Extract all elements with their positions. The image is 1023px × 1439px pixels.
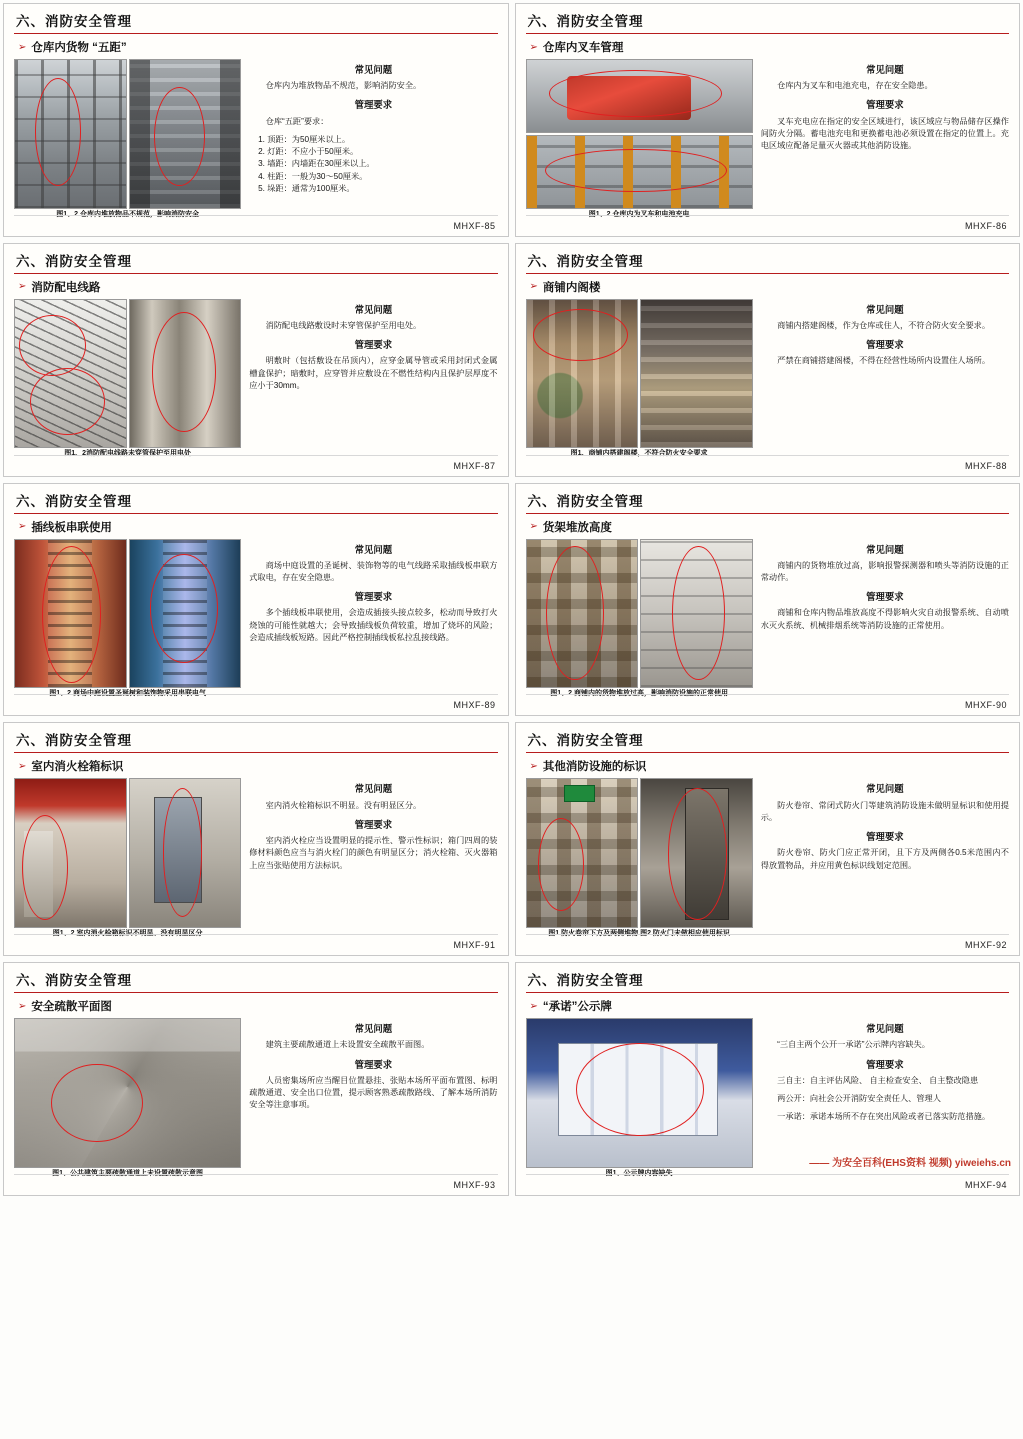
slide-figure — [526, 59, 753, 219]
figure-caption: 图1、2 仓库内堆放物品不规范，影响消防安全 — [56, 210, 199, 218]
issue-heading: 常见问题 — [354, 1023, 393, 1035]
slide-figure — [14, 299, 241, 459]
slide-mhxf-92 — [515, 722, 1021, 956]
figure-caption: 图1、商铺内搭建阁楼，不符合防火安全要求 — [570, 450, 708, 458]
slide-subheading — [18, 758, 498, 774]
bullet-icon: ➢ — [18, 41, 27, 53]
figure-caption: 图1、2 仓库内为叉车和电池充电 — [588, 210, 690, 218]
slide-text — [249, 539, 497, 699]
slide-section-title: 六、消防安全管理 — [527, 253, 644, 269]
requirement-text: 严禁在商铺搭建阁楼，不得在经营性场所内设置住人场所。 — [777, 356, 991, 366]
photo-power-strips — [129, 539, 242, 689]
slide-mhxf-93 — [3, 962, 509, 1196]
title-divider — [526, 33, 1010, 34]
footer-divider — [526, 694, 1010, 695]
slide-text — [761, 539, 1009, 699]
issue-heading: 常见问题 — [866, 1023, 904, 1035]
issue-text: 仓库内为叉车和电池充电，存在安全隐患。 — [777, 81, 933, 91]
footer-divider — [526, 455, 1010, 456]
requirement-list-item: 3. 墙距：内墙距在30厘米以上。 — [267, 158, 497, 170]
slide-subheading — [18, 519, 498, 535]
slide-body — [526, 59, 1010, 219]
issue-text: 商铺内的货物堆放过高，影响报警探测器和喷头等消防设施的正常动作。 — [760, 560, 1009, 583]
footer-divider — [14, 1174, 498, 1175]
bullet-icon: ➢ — [529, 521, 538, 533]
figure-caption: 图1、2消防配电线路未穿管保护至用电处 — [64, 450, 192, 458]
bullet-icon: ➢ — [529, 760, 538, 772]
issue-text: “三自主两个公开一承诺”公示牌内容缺失。 — [777, 1040, 930, 1050]
slide-code: MHXF-94 — [964, 1180, 1007, 1191]
photo-battery-rack — [526, 135, 753, 209]
issue-text: 仓库内为堆放物品不规范，影响消防安全。 — [265, 81, 422, 91]
slide-figure — [526, 299, 753, 459]
requirement-text: 室内消火栓应当设置明显的提示性、警示性标识；箱门四周的装修材料颜色应当与消火栓门的颜色有明显区分；消火栓箱、灭火器箱上应当张贴使用方法标识。 — [249, 836, 498, 870]
photo-forklift-charging — [526, 59, 753, 133]
slide-mhxf-90 — [515, 483, 1021, 717]
slide-section-title: 六、消防安全管理 — [527, 493, 644, 509]
slide-subheading — [18, 998, 498, 1014]
slide-subheading-label: 其他消防设施的标识 — [542, 761, 647, 774]
bullet-icon: ➢ — [529, 1000, 538, 1012]
requirement-text: 商铺和仓库内物品堆放高度不得影响火灾自动报警系统、自动喷水灭火系统、机械排烟系统等消防设施的正常使用。 — [760, 608, 1009, 630]
requirement-text: 仓库“五距”要求： — [265, 116, 329, 126]
slide-body — [14, 59, 498, 219]
photo-group — [14, 59, 241, 209]
issue-heading: 常见问题 — [866, 543, 904, 555]
photo-stack — [526, 59, 753, 209]
issue-heading: 常见问题 — [354, 543, 393, 555]
requirement-text: 多个插线板串联使用，会造成插接头接点较多，松动而导致打火烧蚀的可能性就越大；会导致插线板负荷较重，增加了烧坏的风险；会造成插线板短路。因此严格控制插线板私拉乱接线路。 — [249, 608, 498, 643]
photo-hydrant-box-2 — [129, 778, 242, 928]
photo-shop-mezzanine — [526, 299, 639, 449]
slide-code: MHXF-88 — [964, 460, 1007, 471]
requirement-list-item: 4. 柱距：一般为30～50厘米。 — [267, 171, 497, 183]
title-divider — [526, 273, 1010, 274]
photo-group — [526, 778, 753, 928]
slide-body — [526, 778, 1010, 938]
slide-section-title: 六、消防安全管理 — [16, 493, 132, 509]
exit-sign-icon — [564, 785, 595, 802]
issue-heading: 常见问题 — [354, 783, 393, 795]
slide-section-title: 六、消防安全管理 — [16, 973, 132, 989]
issue-text: 防火卷帘、常闭式防火门等建筑消防设施未做明显标识和使用提示。 — [760, 800, 1009, 822]
slide-section-title: 六、消防安全管理 — [527, 973, 644, 989]
title-divider — [526, 752, 1010, 753]
issue-text: 商场中庭设置的圣诞树、装饰物等的电气线路采取插线板串联方式取电，存在安全隐患。 — [249, 560, 498, 583]
bullet-icon: ➢ — [529, 281, 538, 293]
issue-heading: 常见问题 — [866, 64, 904, 75]
requirement-text: 人员密集场所应当醒目位置悬挂、张贴本场所平面布置图、标明疏散通道、安全出口位置，提示顾客熟悉疏散路线、了解本场所消防安全等注意事项。 — [249, 1075, 498, 1110]
requirement-text: 防火卷帘、防火门应正常开闭，且下方及两侧各0.5米范围内不得放置物品，并应用黄色标识线划定范围。 — [760, 848, 1009, 870]
bullet-icon: ➢ — [18, 281, 27, 293]
slide-code: MHXF-90 — [964, 700, 1007, 711]
slide-body — [526, 299, 1010, 459]
slide-subheading-label: 仓库内叉车管理 — [542, 42, 624, 54]
slide-subheading-label: 仓库内货物 “五距” — [31, 42, 127, 54]
bullet-icon: ➢ — [18, 1000, 27, 1012]
issue-text: 商铺内搭建阁楼，作为仓库或住人，不符合防火安全要求。 — [777, 320, 991, 330]
requirement-heading: 管理要求 — [866, 339, 904, 351]
issue-heading: 常见问题 — [866, 303, 904, 315]
photo-group — [14, 778, 241, 928]
slide-text — [761, 299, 1009, 459]
photo-fire-door — [640, 778, 753, 928]
slide-section-title: 六、消防安全管理 — [527, 14, 644, 29]
requirement-text: 一承诺：承诺本场所不存在突出风险或者已落实防范措施。 — [777, 1112, 991, 1122]
title-divider — [526, 992, 1010, 993]
issue-text: 消防配电线路敷设时未穿管保护至用电处。 — [265, 320, 422, 330]
slide-code: MHXF-87 — [453, 460, 496, 471]
requirement-heading: 管理要求 — [354, 818, 393, 830]
figure-caption: 图1、公共建筑主要疏散通道上未设置疏散示意图 — [52, 1169, 204, 1177]
slide-subheading-label: “承诺”公示牌 — [542, 1001, 612, 1014]
requirement-list-item: 2. 灯距：不应小于50厘米。 — [267, 146, 497, 158]
slide-text — [249, 778, 497, 938]
photo-group — [526, 1018, 753, 1168]
title-divider — [14, 992, 498, 993]
slide-code: MHXF-93 — [453, 1180, 496, 1191]
slide-subheading — [530, 998, 1010, 1014]
requirement-heading: 管理要求 — [866, 831, 904, 843]
figure-caption: 图1、2 商场中庭设置圣诞树和装饰物采用串联电气 — [49, 690, 206, 698]
watermark-text: —— 为安全百科(EHS资料 视频) yiweiehs.cn — [809, 1158, 1011, 1170]
slide-code: MHXF-89 — [453, 700, 496, 711]
requirement-heading: 管理要求 — [866, 591, 904, 603]
bullet-icon: ➢ — [529, 41, 538, 53]
requirement-text: 叉车充电应在指定的安全区域进行，该区域应与物品储存区操作间防火分隔。蓄电池充电和更换蓄电池必须设置在指定的位置上。充电区域应配备足量灭火器或其他消防设施。 — [760, 116, 1009, 151]
issue-heading: 常见问题 — [354, 64, 393, 75]
slide-figure — [14, 539, 241, 699]
slide-code: MHXF-86 — [964, 220, 1007, 231]
photo-group — [14, 1018, 241, 1168]
requirement-text: 两公开：向社会公开消防安全责任人、管理人 — [777, 1094, 941, 1104]
slide-figure — [14, 59, 241, 219]
photo-decorated-pillar — [14, 539, 127, 689]
slide-mhxf-87 — [3, 243, 509, 477]
slide-text — [761, 778, 1009, 938]
footer-divider — [14, 694, 498, 695]
photo-group — [526, 539, 753, 689]
slide-section-title: 六、消防安全管理 — [16, 253, 132, 269]
footer-divider — [526, 934, 1010, 935]
slide-figure — [14, 1018, 241, 1178]
slide-code: MHXF-92 — [964, 940, 1007, 951]
slide-mhxf-94 — [515, 962, 1021, 1196]
slide-subheading — [530, 39, 1010, 55]
slide-subheading — [530, 758, 1010, 774]
slide-subheading — [530, 279, 1010, 295]
photo-warehouse-aisle-1 — [14, 59, 127, 209]
slide-body — [14, 539, 498, 699]
slide-subheading — [18, 39, 498, 55]
slide-mhxf-91 — [3, 722, 509, 956]
requirement-text: 三自主：自主评估风险、 自主检查安全、 自主整改隐患 — [777, 1075, 979, 1085]
requirement-heading: 管理要求 — [354, 1058, 393, 1070]
title-divider — [14, 273, 498, 274]
slide-mhxf-89 — [3, 483, 509, 717]
slide-subheading-label: 插线板串联使用 — [31, 521, 112, 534]
slide-body — [526, 539, 1010, 699]
title-divider — [526, 513, 1010, 514]
photo-group — [526, 59, 753, 209]
photo-exposed-wiring — [14, 299, 127, 449]
photo-conduit-pole — [129, 299, 242, 449]
requirement-heading: 管理要求 — [866, 1058, 904, 1070]
photo-mezzanine-interior — [640, 299, 753, 449]
issue-text: 室内消火栓箱标识不明显。没有明显区分。 — [265, 800, 422, 810]
slide-section-title: 六、消防安全管理 — [16, 733, 132, 749]
photo-high-shelves — [640, 539, 753, 689]
title-divider — [14, 752, 498, 753]
slide-mhxf-88 — [515, 243, 1021, 477]
footer-divider — [526, 1174, 1010, 1175]
slide-subheading-label: 安全疏散平面图 — [31, 1001, 112, 1014]
slide-subheading — [530, 519, 1010, 535]
slide-subheading-label: 消防配电线路 — [31, 281, 101, 294]
slide-figure — [526, 539, 753, 699]
requirement-list-item: 1. 顶距：为50厘米以上。 — [267, 134, 497, 146]
footer-divider — [14, 215, 498, 216]
photo-hydrant-box-1 — [14, 778, 127, 928]
photo-group — [526, 299, 753, 449]
slide-text — [761, 59, 1009, 219]
figure-caption: 图1、2 商铺内的货物堆放过高，影响消防设施的正常使用 — [550, 690, 728, 698]
bullet-icon: ➢ — [18, 760, 27, 772]
photo-notice-board — [526, 1018, 753, 1168]
figure-caption: 图1 防火卷帘下方及两侧堆物 图2 防火门未做相应使用标识 — [548, 930, 730, 938]
figure-caption: 图1、2 室内消火栓箱标识不明显、没有明显区分 — [52, 930, 203, 938]
slide-figure — [526, 1018, 753, 1178]
requirement-heading: 管理要求 — [354, 339, 393, 351]
footer-divider — [526, 215, 1010, 216]
photo-stacked-boxes — [526, 539, 639, 689]
slide-figure — [526, 778, 753, 938]
slide-subheading-label: 商铺内阁楼 — [542, 281, 601, 294]
photo-roller-shutter — [526, 778, 639, 928]
title-divider — [14, 33, 498, 34]
slide-code: MHXF-91 — [453, 940, 496, 951]
slide-text — [249, 59, 497, 219]
slide-text — [249, 1018, 497, 1178]
requirement-list-item: 5. 垛距：通常为100厘米。 — [267, 183, 497, 195]
bullet-icon: ➢ — [18, 521, 27, 533]
requirement-heading: 管理要求 — [354, 591, 393, 603]
slide-body — [14, 778, 498, 938]
figure-caption: 图1、公示牌内容缺失 — [605, 1169, 673, 1177]
issue-heading: 常见问题 — [354, 303, 393, 315]
slide-section-title: 六、消防安全管理 — [527, 733, 644, 749]
photo-corridor — [14, 1018, 241, 1168]
slide-figure — [14, 778, 241, 938]
slide-subheading-label: 货架堆放高度 — [542, 521, 612, 534]
requirement-text: 明敷时（包括敷设在吊顶内），应穿金属导管或采用封闭式金属槽盒保护；暗敷时，应穿管并应敷设在不燃性结构内且保护层厚度不应小于30mm。 — [249, 356, 498, 390]
photo-group — [14, 299, 241, 449]
requirement-list — [249, 134, 497, 195]
slide-body — [14, 299, 498, 459]
footer-divider — [14, 934, 498, 935]
requirement-heading: 管理要求 — [354, 99, 393, 111]
photo-group — [14, 539, 241, 689]
issue-text: 建筑主要疏散通道上未设置安全疏散平面图。 — [265, 1040, 430, 1050]
issue-heading: 常见问题 — [866, 783, 904, 795]
slide-text — [249, 299, 497, 459]
slide-subheading — [18, 279, 498, 295]
slide-code: MHXF-85 — [453, 220, 496, 231]
footer-divider — [14, 455, 498, 456]
slide-body — [14, 1018, 498, 1178]
requirement-heading: 管理要求 — [866, 99, 904, 111]
slide-mhxf-85 — [3, 3, 509, 237]
photo-warehouse-aisle-2 — [129, 59, 242, 209]
slide-subheading-label: 室内消火栓箱标识 — [31, 761, 124, 774]
title-divider — [14, 513, 498, 514]
slide-section-title: 六、消防安全管理 — [16, 14, 132, 29]
slide-mhxf-86 — [515, 3, 1021, 237]
